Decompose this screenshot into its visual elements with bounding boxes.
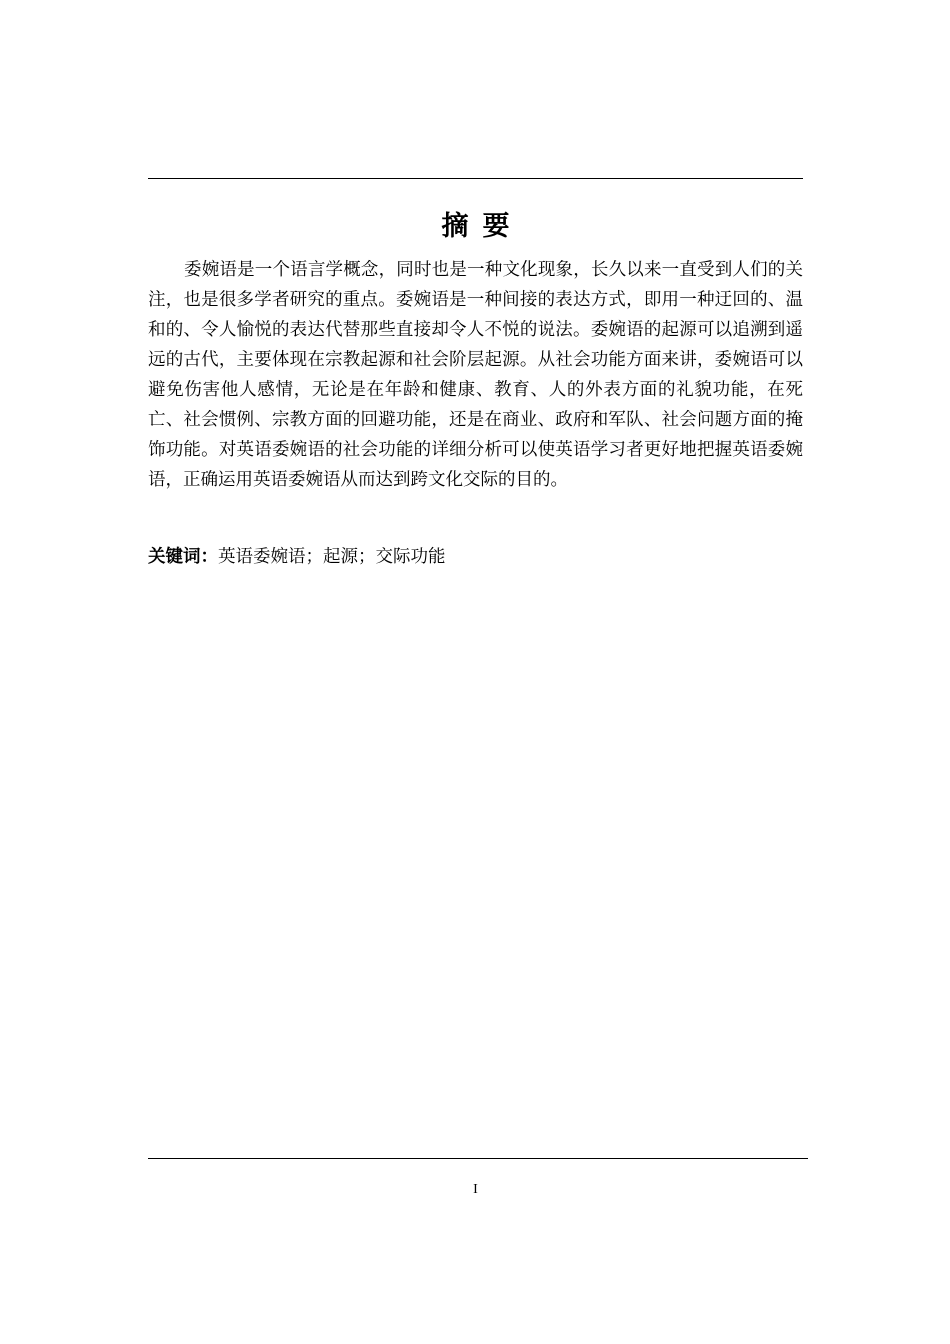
keywords-value: 英语委婉语；起源；交际功能 (218, 547, 446, 567)
footer-rule (148, 1158, 808, 1159)
page-number: I (473, 1182, 478, 1197)
abstract-heading: 摘要 (441, 211, 524, 242)
keywords-line (148, 543, 803, 571)
header-rule (148, 178, 803, 179)
abstract-body: 委婉语是一个语言学概念，同时也是一种文化现象，长久以来一直受到人们的关注，也是很多学者研究的重点。委婉语是一种间接的表达方式，即用一种迂回的、温和的、令人愉悦的表达代替那些直接却令人不悦的说法。委婉语的起源可以追溯到遥远的古代，主要体现在宗教起源和社会阶层起源。从社会功能方面来讲，委婉语可以避免伤害他人感情，无论是在年龄和健康、教育、人的外表方面的礼貌功能，在死亡、社会惯例、宗教方面的回避功能，还是在商业、政府和军队、社会问题方面的掩饰功能。对英语委婉语的社会功能的详细分析可以使英语学习者更好地把握英语委婉语，正确运用英语委婉语从而达到跨文化交际的目的。 (148, 260, 803, 490)
keywords-label: 关键词： (148, 547, 218, 567)
